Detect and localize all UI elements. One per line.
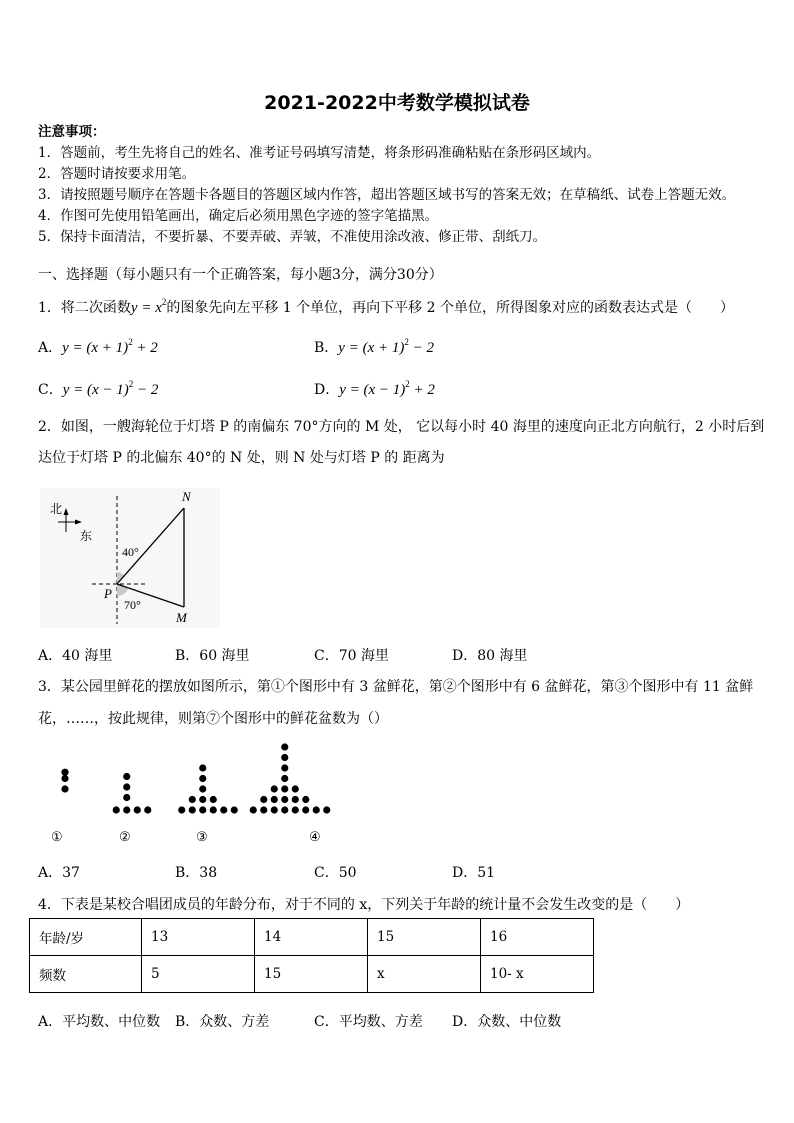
flower-dot: [260, 806, 267, 813]
table-cell: 5: [142, 956, 255, 993]
flower-dot: [281, 743, 288, 750]
notice-heading: 注意事项：: [38, 124, 106, 140]
angle-40-label: 40°: [122, 545, 139, 559]
lighthouse-diagram: [40, 488, 220, 628]
flower-dot: [281, 785, 288, 792]
q3-option-d[interactable]: D．51: [452, 865, 496, 881]
flower-dot: [144, 806, 151, 813]
question-3-line2: 花，……，按此规律，则第⑦个图形中的鲜花盆数为（）: [38, 711, 388, 727]
flower-dot: [220, 806, 227, 813]
table-row: [30, 919, 594, 956]
q2-option-a[interactable]: A．40 海里: [38, 648, 113, 664]
flower-dot: [199, 785, 206, 792]
flower-dot: [123, 806, 130, 813]
q4-option-b[interactable]: B．众数、方差: [175, 1014, 270, 1030]
flower-dot: [302, 796, 309, 803]
notice-item: 5．保持卡面清洁，不要折暴、不要弄破、弄皱，不准使用涂改液、修正带、刮纸刀。: [38, 229, 547, 245]
age-distribution-table: [29, 918, 594, 993]
flower-dot: [260, 796, 267, 803]
flower-dot: [210, 806, 217, 813]
q1-function: $y = x^2$: [130, 297, 167, 316]
q1-option-d[interactable]: D．$y = (x - 1)^2 + 2$: [314, 379, 435, 398]
flower-dot: [134, 806, 141, 813]
flower-dot: [313, 806, 320, 813]
flower-dot: [123, 783, 130, 790]
flower-dot: [281, 764, 288, 771]
q4-option-d[interactable]: D．众数、中位数: [452, 1014, 562, 1030]
flower-dot: [250, 806, 257, 813]
q2-option-d[interactable]: D．80 海里: [452, 648, 528, 664]
q3-option-b[interactable]: B．38: [175, 865, 218, 881]
flower-dots: [61, 743, 330, 813]
flower-dot: [189, 806, 196, 813]
flower-dot: [231, 806, 238, 813]
angle-70-label: 70°: [124, 598, 141, 612]
flower-dot: [281, 806, 288, 813]
table-cell: 16: [481, 919, 594, 956]
q4-option-c[interactable]: C．平均数、方差: [314, 1014, 423, 1030]
question-2-line2: 达位于灯塔 P 的北偏东 40°的 N 处，则 N 处与灯塔 P 的 距离为: [38, 450, 445, 466]
flower-dot: [199, 796, 206, 803]
question-1: [38, 297, 734, 317]
flower-dot: [189, 796, 196, 803]
q1-prefix: 1．将二次函数: [38, 300, 131, 316]
table-cell: 频数: [30, 956, 142, 993]
point-n-label: N: [182, 489, 191, 504]
flower-dot: [210, 796, 217, 803]
table-cell: 10- x: [481, 956, 594, 993]
flower-dot: [271, 796, 278, 803]
table-cell: 15: [368, 919, 481, 956]
notice-item: 2．答题时请按要求用笔。: [38, 166, 196, 182]
flower-dot: [61, 775, 68, 782]
point-p-label: P: [104, 586, 112, 601]
question-3-line1: 3．某公园里鲜花的摆放如图所示，第①个图形中有 3 盆鲜花，第②个图形中有 6 盆鲜花，第③个图形中有 11 盆鲜: [38, 679, 754, 695]
flower-dot: [199, 764, 206, 771]
table-cell: 13: [142, 919, 255, 956]
flower-dot: [323, 806, 330, 813]
q2-option-c[interactable]: C．70 海里: [314, 648, 389, 664]
question-4: 4．下表是某校合唱团成员的年龄分布，对于不同的 x，下列关于年龄的统计量不会发生改变的是（ ）: [38, 897, 690, 913]
north-label: 北: [50, 502, 63, 516]
flower-dot: [123, 794, 130, 801]
page-title: 2021-2022中考数学模拟试卷: [264, 92, 530, 114]
flower-dot: [271, 806, 278, 813]
flower-dot: [292, 785, 299, 792]
flower-dot: [292, 796, 299, 803]
flower-dot: [271, 785, 278, 792]
flower-dot: [178, 806, 185, 813]
q3-option-c[interactable]: C．50: [314, 865, 357, 881]
q1-option-a[interactable]: A．$y = (x + 1)^2 + 2$: [38, 337, 158, 356]
q4-option-a[interactable]: A．平均数、中位数: [38, 1014, 161, 1030]
table-cell: 年龄/岁: [30, 919, 142, 956]
figure-label-3: ③: [196, 829, 208, 844]
table-cell: 14: [255, 919, 368, 956]
q1-suffix: 的图象先向左平移 1 个单位，再向下平移 2 个单位，所得图象对应的函数表达式是（ ）: [166, 300, 734, 316]
figure-label-2: ②: [119, 829, 131, 844]
figure-label-1: ①: [51, 829, 63, 844]
flower-dot: [113, 806, 120, 813]
flower-dot: [281, 775, 288, 782]
flower-pattern-figure: [40, 730, 340, 850]
notice-item: 1．答题前，考生先将自己的姓名、准考证号码填写清楚，将条形码准确粘贴在条形码区域内。: [38, 145, 601, 161]
flower-dot: [61, 769, 68, 776]
flower-dot: [199, 806, 206, 813]
q1-option-c[interactable]: C．$y = (x - 1)^2 - 2$: [38, 379, 159, 398]
flower-dot: [123, 773, 130, 780]
notice-item: 3．请按照题号顺序在答题卡各题目的答题区域内作答，超出答题区域书写的答案无效；在草稿纸、试卷上答题无效。: [38, 187, 736, 203]
q3-option-a[interactable]: A．37: [38, 865, 80, 881]
question-2-line1: 2．如图，一艘海轮位于灯塔 P 的南偏东 70°方向的 M 处， 它以每小时 40 海里的速度向正北方向航行，2 小时后到: [38, 419, 765, 435]
flower-dot: [281, 796, 288, 803]
table-cell: x: [368, 956, 481, 993]
point-m-label: M: [176, 610, 187, 625]
figure-label-4: ④: [309, 829, 321, 844]
section-heading: 一、选择题（每小题只有一个正确答案，每小题3分，满分30分）: [38, 267, 443, 283]
table-row: [30, 956, 594, 993]
flower-dot: [61, 785, 68, 792]
q1-option-b[interactable]: B．$y = (x + 1)^2 - 2$: [314, 337, 434, 356]
table-cell: 15: [255, 956, 368, 993]
notice-item: 4．作图可先使用铅笔画出，确定后必须用黑色字迹的签字笔描黑。: [38, 208, 439, 224]
flower-dot: [281, 754, 288, 761]
q2-option-b[interactable]: B．60 海里: [175, 648, 250, 664]
flower-dot: [302, 806, 309, 813]
east-label: 东: [80, 529, 93, 543]
flower-dot: [292, 806, 299, 813]
flower-dot: [199, 775, 206, 782]
